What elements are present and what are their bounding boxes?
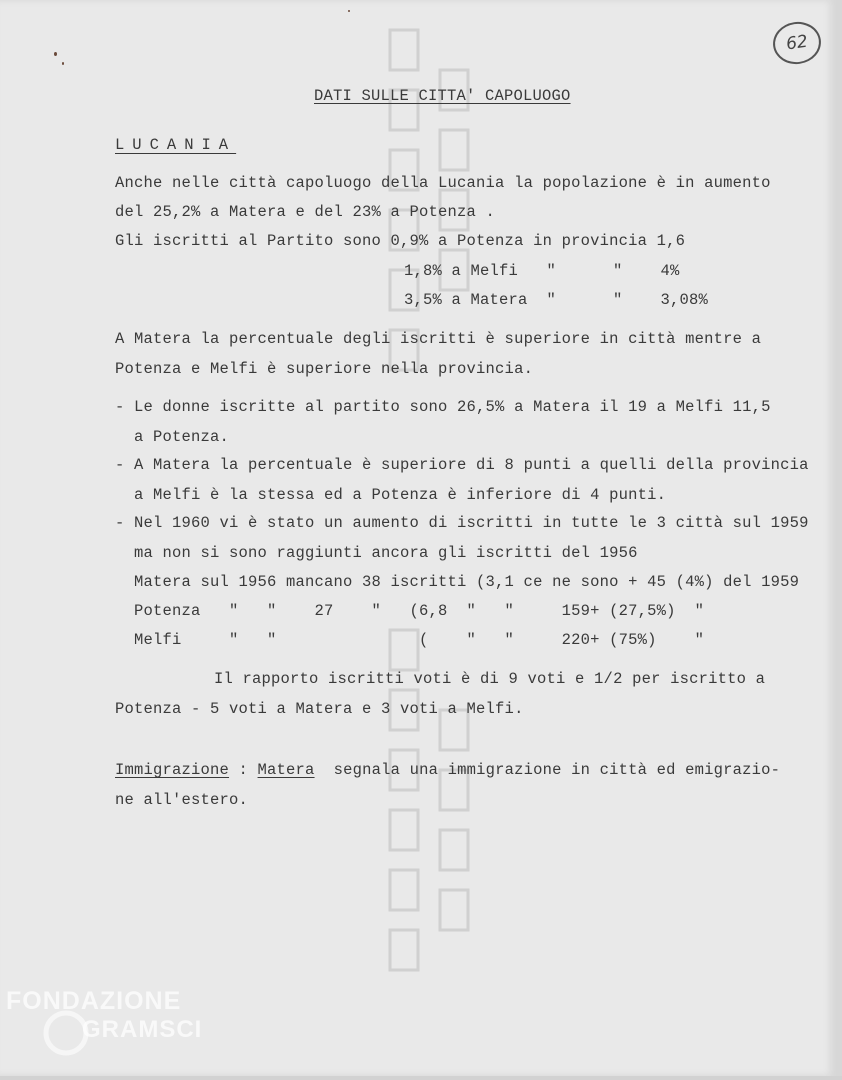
bullet-line: - Le donne iscritte al partito sono 26,5% a Matera il 19 a Melfi 11,5 — [115, 398, 771, 416]
watermark-line1: FONDAZIONE — [6, 987, 182, 1015]
page-edge-bottom — [0, 1076, 842, 1080]
text-line: 3,5% a Matera " " 3,08% — [404, 291, 709, 309]
text-line: 1,8% a Melfi " " 4% — [404, 262, 680, 280]
table-row: Matera sul 1956 mancano 38 iscritti (3,1 ce ne sono + 45 (4%) del 1959 — [134, 573, 800, 591]
bullet-line: - Nel 1960 vi è stato un aumento di iscritti in tutte le 3 città sul 1959 — [115, 514, 809, 532]
ink-speck — [348, 10, 350, 12]
fondazione-gramsci-watermark — [2, 985, 222, 1065]
text-line: del 25,2% a Matera e del 23% a Potenza . — [115, 203, 496, 221]
text-line: Anche nelle città capoluogo della Lucania la popolazione è in aumento — [115, 174, 771, 192]
watermark-line2: GRAMSCI — [82, 1016, 203, 1043]
immigration-label: Immigrazione — [115, 761, 230, 779]
document-title: DATI SULLE CITTA' CAPOLUOGO — [314, 87, 571, 105]
text-line: a Potenza. — [134, 428, 230, 446]
table-row: Potenza " " 27 " (6,8 " " 159+ (27,5%) " — [134, 602, 705, 620]
bullet-line: - A Matera la percentuale è superiore di 8 punti a quelli della provincia — [115, 456, 809, 474]
page-edge-right — [836, 0, 842, 1080]
immigration-city: Matera — [257, 761, 315, 779]
immigration-separator: : — [229, 761, 258, 779]
ink-speck — [54, 52, 57, 56]
immigration-text: segnala una immigrazione in città ed emigrazio- — [314, 761, 781, 779]
table-row: Melfi " " ( " " 220+ (75%) " — [134, 631, 705, 649]
text-line: Potenza e Melfi è superiore nella provincia. — [115, 360, 534, 378]
text-line: A Matera la percentuale degli iscritti è superiore in città mentre a — [115, 330, 762, 348]
text-line: Gli iscritti al Partito sono 0,9% a Potenza in provincia 1,6 — [115, 232, 686, 250]
ink-speck — [62, 62, 64, 65]
text-line: a Melfi è la stessa ed a Potenza è inferiore di 4 punti. — [134, 486, 667, 504]
region-heading: LUCANIA — [115, 136, 237, 154]
text-line: ma non si sono raggiunti ancora gli iscritti del 1956 — [134, 544, 638, 562]
text-line: ne all'estero. — [115, 791, 249, 809]
page-number: 62 — [770, 19, 823, 67]
text-line: Potenza - 5 voti a Matera e 3 voti a Melfi. — [115, 700, 524, 718]
text-line: Il rapporto iscritti voti è di 9 voti e 1/2 per iscritto a — [214, 670, 766, 688]
immigration-line — [115, 761, 780, 779]
